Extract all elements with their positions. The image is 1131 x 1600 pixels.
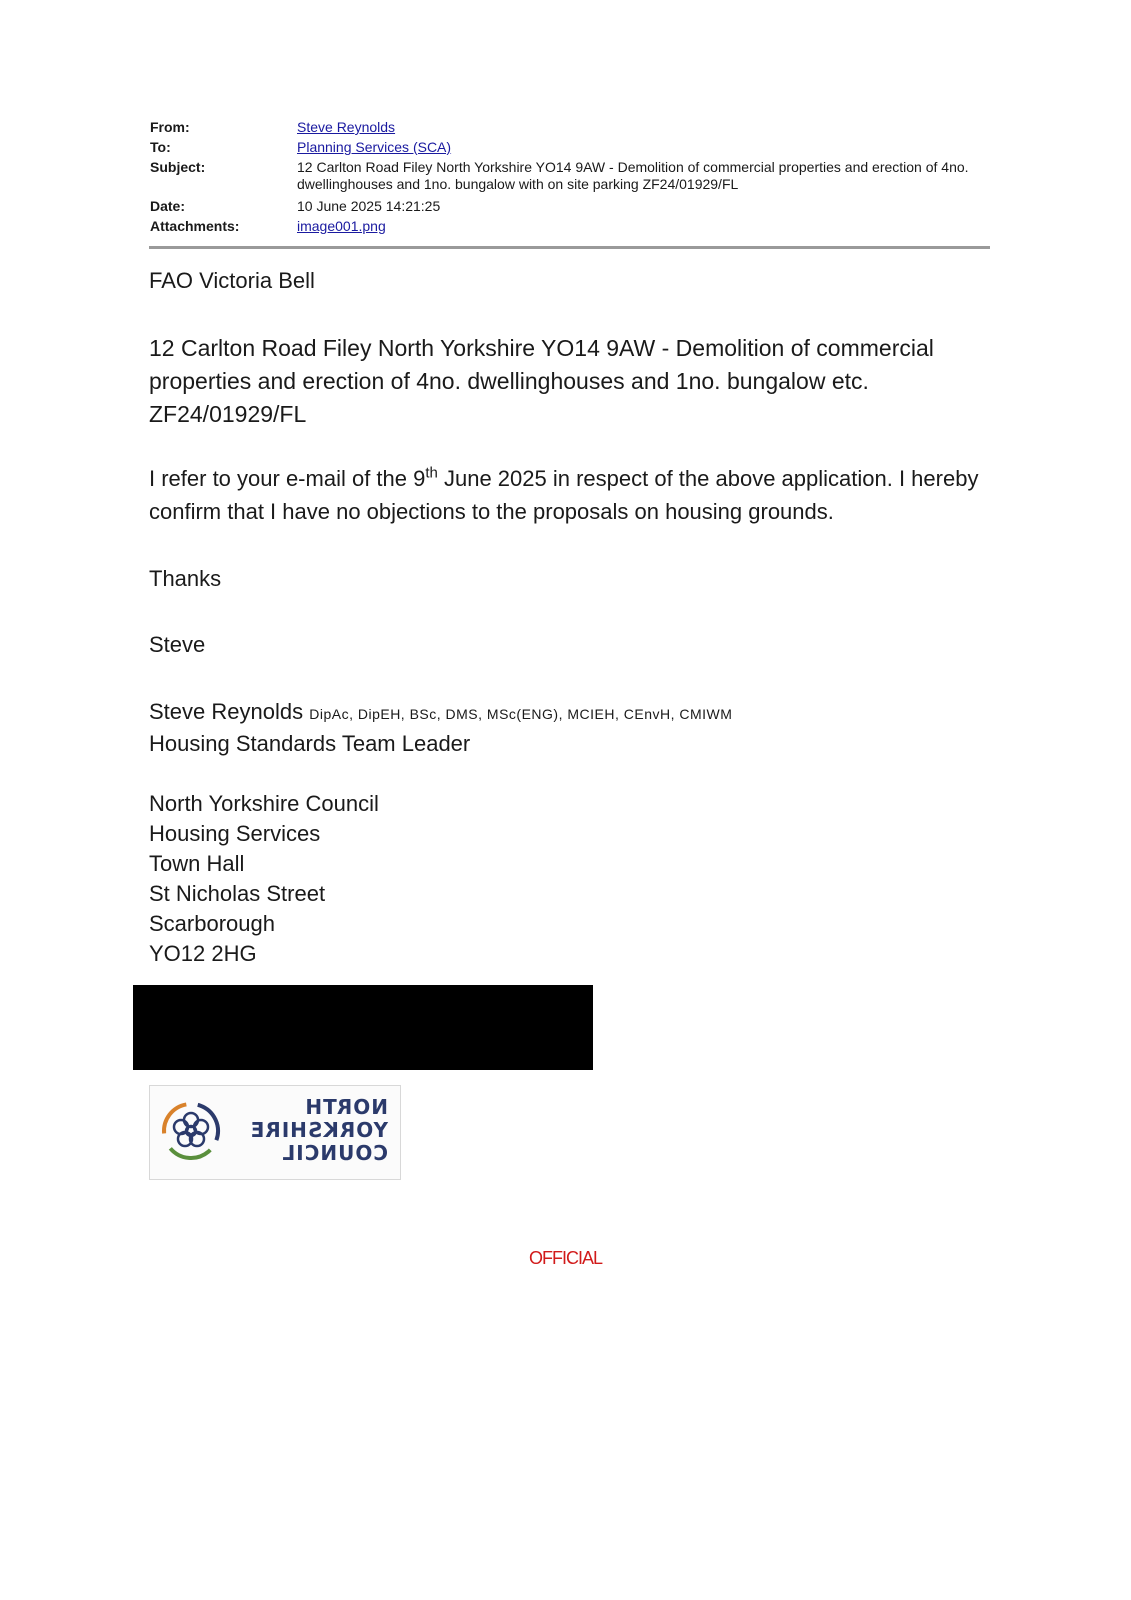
to-link[interactable]: Planning Services (SCA) bbox=[297, 139, 452, 155]
logo-wordmark bbox=[250, 1096, 388, 1165]
paragraph-text-a: I refer to your e-mail of the 9 bbox=[149, 466, 426, 491]
classification-label: OFFICIAL bbox=[528, 1248, 602, 1268]
subject-line-1: 12 Carlton Road Filey North Yorkshire YO14 9AW - Demolition of commercial properties and erection of 4no. bbox=[297, 159, 969, 175]
email-header bbox=[150, 117, 990, 236]
logo-mirrored bbox=[150, 1086, 400, 1179]
from-link[interactable]: Steve Reynolds bbox=[297, 119, 396, 135]
address-block bbox=[149, 789, 999, 969]
signature-title: Housing Standards Team Leader bbox=[149, 731, 471, 756]
subject-value bbox=[297, 157, 990, 196]
date-label: Date: bbox=[150, 198, 186, 214]
to-label: To: bbox=[150, 139, 171, 155]
address-line: YO12 2HG bbox=[149, 941, 257, 966]
date-row bbox=[150, 196, 990, 216]
signoff-name: Steve bbox=[149, 632, 206, 657]
address-line: Housing Services bbox=[149, 821, 321, 846]
attachments-row bbox=[150, 216, 990, 236]
ordinal-suffix: th bbox=[425, 464, 438, 482]
address-line: Town Hall bbox=[149, 851, 245, 876]
thanks-line: Thanks bbox=[149, 566, 222, 591]
header-divider bbox=[149, 246, 990, 249]
logo-line-2: YORKSHIRE bbox=[249, 1118, 388, 1142]
paragraph-text-b: June 2025 in respect of the above application. I hereby bbox=[437, 466, 979, 491]
logo-line-1: NORTH bbox=[304, 1095, 388, 1119]
address-line: North Yorkshire Council bbox=[149, 791, 379, 816]
address-line: Scarborough bbox=[149, 911, 275, 936]
redaction-block bbox=[133, 985, 593, 1070]
heading-line-2: properties and erection of 4no. dwellinghouses and 1no. bungalow etc. bbox=[149, 368, 869, 394]
body-paragraph bbox=[149, 462, 999, 528]
signature-block bbox=[149, 697, 999, 759]
logo-line-3: COUNCIL bbox=[281, 1141, 388, 1165]
heading-line-1: 12 Carlton Road Filey North Yorkshire YO14 9AW - Demolition of commercial bbox=[149, 335, 934, 361]
heading-line-3: ZF24/01929/FL bbox=[149, 401, 307, 427]
paragraph-line-2: confirm that I have no objections to the proposals on housing grounds. bbox=[149, 499, 834, 524]
paragraph-line-1 bbox=[149, 462, 999, 495]
date-value: 10 June 2025 14:21:25 bbox=[297, 198, 441, 214]
signature-qualifications: DipAc, DipEH, BSc, DMS, MSc(ENG), MCIEH, CEnvH, CMIWM bbox=[309, 706, 733, 722]
rose-emblem-icon bbox=[160, 1098, 222, 1164]
to-row bbox=[150, 137, 990, 157]
subject-label: Subject: bbox=[150, 159, 206, 175]
fao-line: FAO Victoria Bell bbox=[149, 268, 315, 293]
attachment-link[interactable]: image001.png bbox=[297, 218, 386, 234]
signature-name-line bbox=[149, 697, 999, 729]
council-logo bbox=[149, 1085, 401, 1180]
attachments-label: Attachments: bbox=[150, 218, 240, 234]
signature-name: Steve Reynolds bbox=[149, 699, 304, 724]
address-line: St Nicholas Street bbox=[149, 881, 326, 906]
subject-line-2: dwellinghouses and 1no. bungalow with on site parking ZF24/01929/FL bbox=[297, 176, 739, 192]
subject-heading bbox=[149, 332, 999, 431]
from-label: From: bbox=[150, 119, 190, 135]
subject-row bbox=[150, 157, 990, 196]
from-row bbox=[150, 117, 990, 137]
